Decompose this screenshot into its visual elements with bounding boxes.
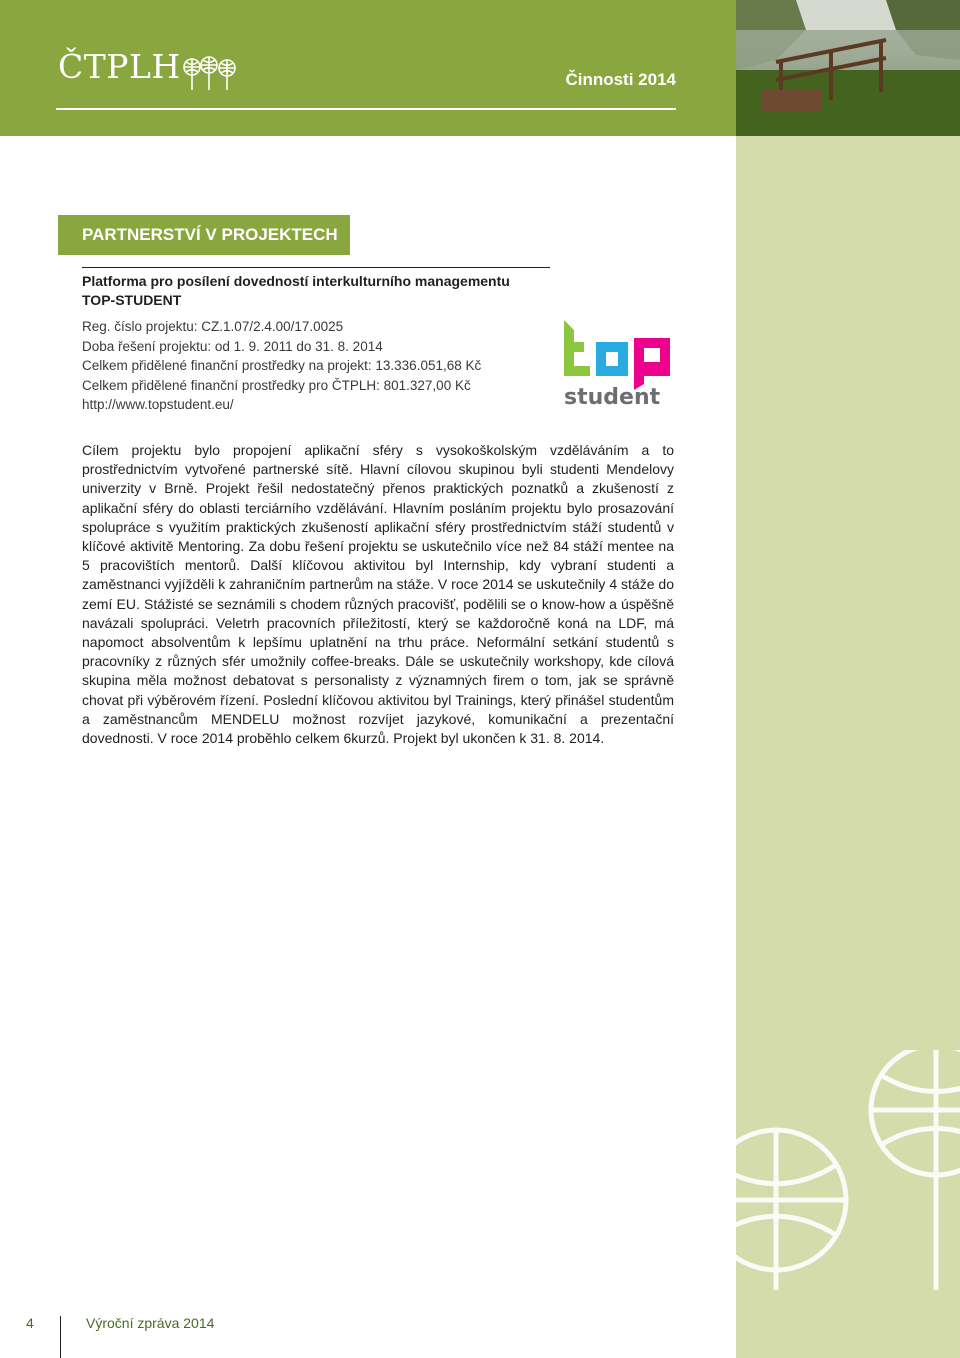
top-student-logo-icon [562, 318, 674, 408]
ctplh-funding: Celkem přidělené finanční prostředky pro ČTPLH: 801.327,00 Kč [82, 377, 471, 393]
footer-divider [60, 1316, 61, 1358]
project-title-line1: Platforma pro posílení dovedností interkulturního managementu [82, 273, 510, 289]
top-logo-student-text: student [564, 385, 661, 408]
project-description: Cílem projektu bylo propojení aplikační sféry s vysokoškolským vzděláváním a to prostřednictvím vytvořené partnerské sítě. Hlavní cílovou skupinou byli studenti Mendelovy univerzity v Brně. Projekt řešil nedostatečný přenos praktických poznatků a zkušeností z aplikační sféry do oblasti terciárního vzdělávání. Hlavním posláním projektu bylo prosazování spolupráce s využitím praktických zkušeností aplikační sféry prostřednictvím stáží studentů v klíčové aktivitě Mentoring. Za dobu řešení projektu se uskutečnilo více než 84 stáží mentee na 5 pracovištích mentorů. Další klíčovou aktivitou byl Internship, kdy vybraní studenti a zaměstnanci vyjížděli k zahraničním partnerům na stáže. V roce 2014 se uskutečnily 4 stáže do zemí EU. Stážisté se seznámili s chodem různých pracovišť, podělili se o know-how a úspěšně navázali spolupráci. Veletrh pracovních příležitostí, který se každoročně koná na LDF, má napomoct absolventům k lepšímu uplatnění na trhu práce. Neformální setkání studentů s pracovníky z různých sfér umožnily coffee-breaks. Dále se uskutečnily workshopy, kde cílová skupina měla možnost debatovat s personalisty z významných firem o tom, jak se správně chovat při výběrovém řízení. Poslední klíčovou aktivitou byl Trainings, který přinášel studentům a zaměstnancům MENDELU možnost rozvíjet jazykové, komunikační a prezentační dovednosti. V roce 2014 proběhlo celkem 6kurzů. Projekt byl ukončen k 31. 8. 2014. [82, 442, 674, 747]
ctplh-logo-text: ČTPLH [58, 47, 181, 86]
total-funding: Celkem přidělené finanční prostředky na projekt: 13.336.051,68 Kč [82, 358, 482, 374]
registration-number: Reg. číslo projektu: CZ.1.07/2.4.00/17.0025 [82, 319, 344, 334]
footer-title: Výroční zpráva 2014 [86, 1315, 215, 1331]
header-photo [736, 0, 960, 136]
title-rule [82, 267, 550, 268]
header-divider [56, 108, 676, 110]
sidebar-trees-icon [736, 1050, 960, 1290]
section-title: PARTNERSTVÍ V PROJEKTECH [58, 215, 350, 255]
project-title [82, 272, 562, 310]
project-url-link[interactable]: http://www.topstudent.eu/ [82, 397, 234, 413]
page-number: 4 [26, 1315, 34, 1331]
project-title-line2: TOP-STUDENT [82, 292, 182, 308]
trees-logo-icon [182, 56, 238, 92]
project-details [82, 317, 562, 415]
pond-bench-photo [736, 0, 960, 136]
section-label: Činnosti 2014 [565, 70, 676, 89]
project-duration: Doba řešení projektu: od 1. 9. 2011 do 31. 8. 2014 [82, 338, 383, 354]
